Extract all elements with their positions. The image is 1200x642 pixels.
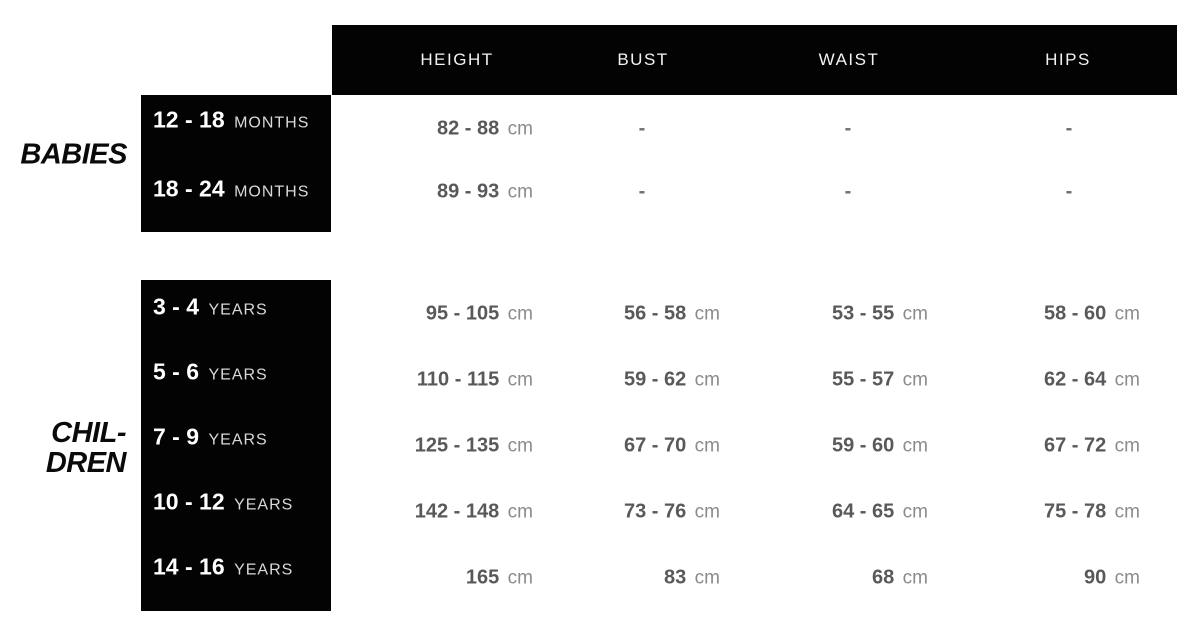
value-number: 83 <box>663 566 687 589</box>
size-unit: MONTHS <box>234 183 310 201</box>
value-unit: cm <box>507 181 533 203</box>
size-range: 18 - 24 <box>153 175 225 202</box>
size-label-children-7-9 <box>153 424 268 451</box>
value-unit: cm <box>507 303 533 325</box>
value-number: 165 <box>465 566 500 589</box>
value-number: 82 - 88 <box>436 117 500 140</box>
cell-waist-empty: - <box>844 117 852 140</box>
value-number: 58 - 60 <box>1043 302 1107 325</box>
cell-height <box>466 567 533 590</box>
value-unit: cm <box>902 567 928 589</box>
value-number: 62 - 64 <box>1043 368 1107 391</box>
cell-height <box>437 181 533 204</box>
value-number: 89 - 93 <box>436 180 500 203</box>
value-unit: cm <box>902 369 928 391</box>
value-number: 75 - 78 <box>1043 500 1107 523</box>
cell-waist <box>832 303 928 326</box>
column-header-waist: WAIST <box>818 50 880 69</box>
size-unit: YEARS <box>208 366 268 384</box>
value-number: 59 - 62 <box>623 368 687 391</box>
cell-hips <box>1044 369 1140 392</box>
group-label-babies: BABIES <box>20 138 127 171</box>
value-number: 125 - 135 <box>414 434 500 457</box>
size-range: 12 - 18 <box>153 106 225 133</box>
cell-bust <box>624 501 720 524</box>
value-unit: cm <box>507 435 533 457</box>
cell-hips <box>1044 501 1140 524</box>
value-unit: cm <box>694 303 720 325</box>
group-label-children <box>46 418 126 478</box>
value-number: 95 - 105 <box>425 302 500 325</box>
value-unit: cm <box>507 567 533 589</box>
column-header-hips: HIPS <box>1045 50 1091 69</box>
cell-hips <box>1044 435 1140 458</box>
value-number: 67 - 72 <box>1043 434 1107 457</box>
size-label-children-14-16 <box>153 554 293 581</box>
cell-height <box>417 369 533 392</box>
value-number: 90 <box>1083 566 1107 589</box>
cell-waist <box>872 567 928 590</box>
size-unit: YEARS <box>208 301 268 319</box>
value-unit: cm <box>902 501 928 523</box>
size-range: 5 - 6 <box>153 358 200 385</box>
cell-waist-empty: - <box>844 180 852 203</box>
value-unit: cm <box>507 369 533 391</box>
value-number: 55 - 57 <box>831 368 895 391</box>
cell-hips-empty: - <box>1065 180 1073 203</box>
cell-bust <box>624 435 720 458</box>
cell-waist <box>832 501 928 524</box>
value-unit: cm <box>694 435 720 457</box>
group-label-children-line1: CHIL- <box>51 417 126 449</box>
value-number: 53 - 55 <box>831 302 895 325</box>
value-number: 56 - 58 <box>623 302 687 325</box>
value-number: 68 <box>871 566 895 589</box>
value-unit: cm <box>902 303 928 325</box>
cell-waist <box>832 369 928 392</box>
cell-bust <box>624 303 720 326</box>
group-label-children-line2: DREN <box>45 447 126 479</box>
value-unit: cm <box>902 435 928 457</box>
size-unit: MONTHS <box>234 114 310 132</box>
cell-height <box>426 303 533 326</box>
value-number: 110 - 115 <box>416 368 500 391</box>
value-unit: cm <box>1114 369 1140 391</box>
cell-height <box>415 501 533 524</box>
cell-height <box>437 118 533 141</box>
value-unit: cm <box>1114 501 1140 523</box>
value-number: 67 - 70 <box>623 434 687 457</box>
value-unit: cm <box>1114 567 1140 589</box>
size-unit: YEARS <box>234 561 294 579</box>
size-label-babies-12-18 <box>153 107 309 134</box>
value-unit: cm <box>507 501 533 523</box>
column-header-height: HEIGHT <box>420 50 494 69</box>
value-unit: cm <box>1114 303 1140 325</box>
size-label-children-3-4 <box>153 294 268 321</box>
value-number: 142 - 148 <box>414 500 500 523</box>
cell-height <box>415 435 533 458</box>
size-range: 3 - 4 <box>153 293 200 320</box>
cell-bust-empty: - <box>638 180 646 203</box>
size-range: 10 - 12 <box>153 488 225 515</box>
cell-hips <box>1084 567 1140 590</box>
cell-bust <box>624 369 720 392</box>
value-number: 59 - 60 <box>831 434 895 457</box>
cell-hips <box>1044 303 1140 326</box>
size-label-babies-18-24 <box>153 176 309 203</box>
cell-bust <box>664 567 720 590</box>
value-unit: cm <box>507 118 533 140</box>
size-label-children-5-6 <box>153 359 268 386</box>
value-unit: cm <box>694 567 720 589</box>
column-header-bust: BUST <box>617 50 669 69</box>
value-number: 73 - 76 <box>623 500 687 523</box>
value-unit: cm <box>694 501 720 523</box>
value-unit: cm <box>1114 435 1140 457</box>
size-unit: YEARS <box>208 431 268 449</box>
cell-bust-empty: - <box>638 117 646 140</box>
value-number: 64 - 65 <box>831 500 895 523</box>
size-range: 14 - 16 <box>153 553 225 580</box>
cell-hips-empty: - <box>1065 117 1073 140</box>
size-range: 7 - 9 <box>153 423 200 450</box>
size-unit: YEARS <box>234 496 294 514</box>
cell-waist <box>832 435 928 458</box>
size-label-children-10-12 <box>153 489 293 516</box>
value-unit: cm <box>694 369 720 391</box>
